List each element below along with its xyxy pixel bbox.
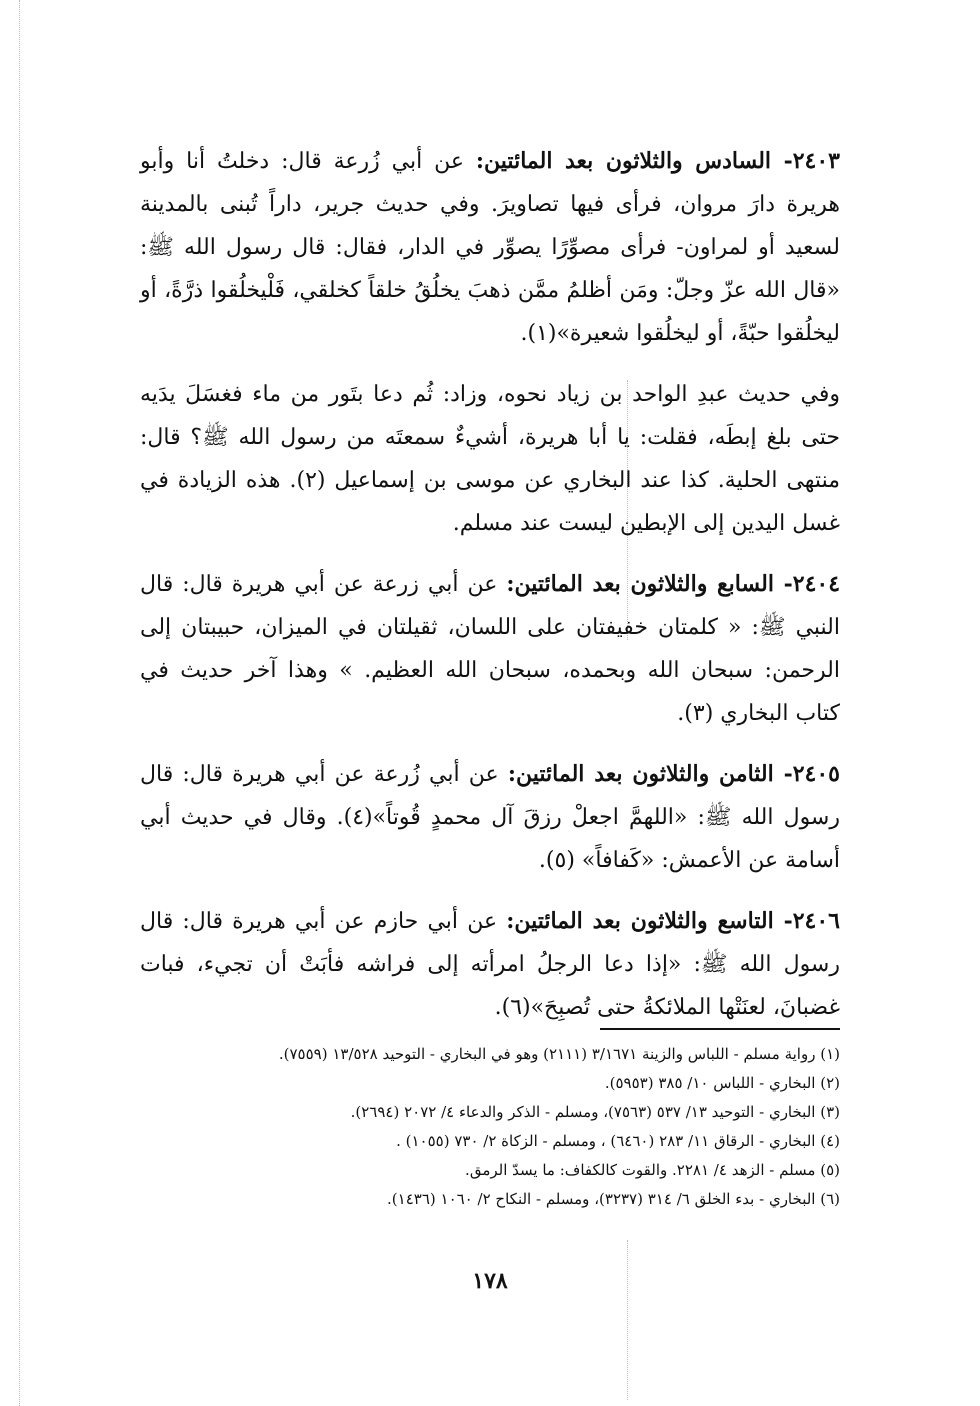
hadith-text: عن أبي زرعة عن أبي هريرة قال: قال النبي ﷺ: « كلمتان خفيفتان على اللسان، ثقيلتان في الميزان، حبيبتان إلى الرحمن: سبحان الله وبحمده، سبحان الله العظيم. » وهذا آخر حديث في كتاب البخاري (٣). — [140, 572, 840, 726]
hadith-heading: ٢٤٠٣- السادس والثلاثون بعد المائتين: — [475, 148, 840, 174]
footnote: (٤) البخاري - الرقاق ١١/ ٢٨٣ (٦٤٦٠) ، ومسلم - الزكاة ٢/ ٧٣٠ (١٠٥٥) . — [396, 1132, 840, 1150]
hadith-paragraph — [140, 753, 840, 882]
footnote: (١) رواية مسلم - اللباس والزينة ٣/١٦٧١ (٢١١١) وهو في البخاري - التوحيد ١٣/٥٢٨ (٧٥٥٩). — [278, 1045, 840, 1063]
footnote: (٣) البخاري - التوحيد ١٣/ ٥٣٧ (٧٥٦٣)، ومسلم - الذكر والدعاء ٤/ ٢٠٧٢ (٢٦٩٤). — [350, 1103, 840, 1121]
hadith-paragraph — [140, 373, 840, 545]
hadith-heading: ٢٤٠٥- الثامن والثلاثون بعد المائتين: — [507, 761, 840, 787]
hadith-paragraph — [140, 900, 840, 1029]
hadith-paragraph — [140, 140, 840, 355]
hadith-text: عن أبي زُرعة قال: دخلتُ أنا وأبو هريرة دارَ مروان، فرأى فيها تصاويرَ. وفي حديث جرير، داراً تُبنى بالمدينة لسعيد أو لمراون- فرأى مصوِّرًا يصوِّر في الدار، فقال: قال رسول الله ﷺ: «قال الله عزّ وجلّ: ومَن أظلمُ ممَّن ذهبَ يخلُقُ خلقاً كخلقي، فَلْيخلُقوا ذرَّةً، أو ليخلُقوا حبّةً، أو ليخلُقوا شعيرة»(١). — [140, 149, 840, 346]
footnote: (٥) مسلم - الزهد ٤/ ٢٢٨١. والقوت كالكفاف: ما يسدّ الرمق. — [465, 1161, 840, 1179]
footnote-separator — [600, 1028, 840, 1030]
main-text — [140, 140, 840, 1047]
hadith-text: عن أبي حازم عن أبي هريرة قال: قال رسول الله ﷺ: «إذا دعا الرجلُ امرأته إلى فراشه فأبَتْ أن تجيء، فبات غضبانَ، لعنَتْها الملائكةُ حتى تُصبِحَ»(٦). — [140, 909, 840, 1020]
hadith-paragraph — [140, 563, 840, 735]
scan-guide-line — [627, 1240, 628, 1400]
footnote: (٦) البخاري - بدء الخلق ٦/ ٣١٤ (٣٢٣٧)، ومسلم - النكاح ٢/ ١٠٦٠ (١٤٣٦). — [387, 1190, 840, 1208]
hadith-heading: ٢٤٠٤- السابع والثلاثون بعد المائتين: — [506, 571, 841, 597]
footnote: (٢) البخاري - اللباس ١٠/ ٣٨٥ (٥٩٥٣). — [604, 1074, 840, 1092]
hadith-text: وفي حديث عبدِ الواحد بن زياد نحوه، وزاد: ثُم دعا بتَور من ماء فغسَلَ يدَيه حتى بلغ إبطَه، فقلت: يا أبا هريرة، أشيءٌ سمعتَه من رسول الله ﷺ؟ قال: منتهى الحلية. كذا عند البخاري عن موسى بن إسماعيل (٢). هذه الزيادة في غسل اليدين إلى الإبطين ليست عند مسلم. — [140, 382, 840, 536]
scan-guide-line — [19, 0, 20, 1406]
footnotes — [140, 1040, 840, 1214]
hadith-heading: ٢٤٠٦- التاسع والثلاثون بعد المائتين: — [506, 908, 840, 934]
hadith-text: عن أبي زُرعة عن أبي هريرة قال: قال رسول الله ﷺ: «اللهمَّ اجعلْ رزقَ آل محمدٍ قُوتاً»(٤). وقال في حديث أبي أسامة عن الأعمش: «كَفافاً» (٥). — [140, 762, 840, 873]
page-number: ١٧٨ — [472, 1268, 508, 1294]
